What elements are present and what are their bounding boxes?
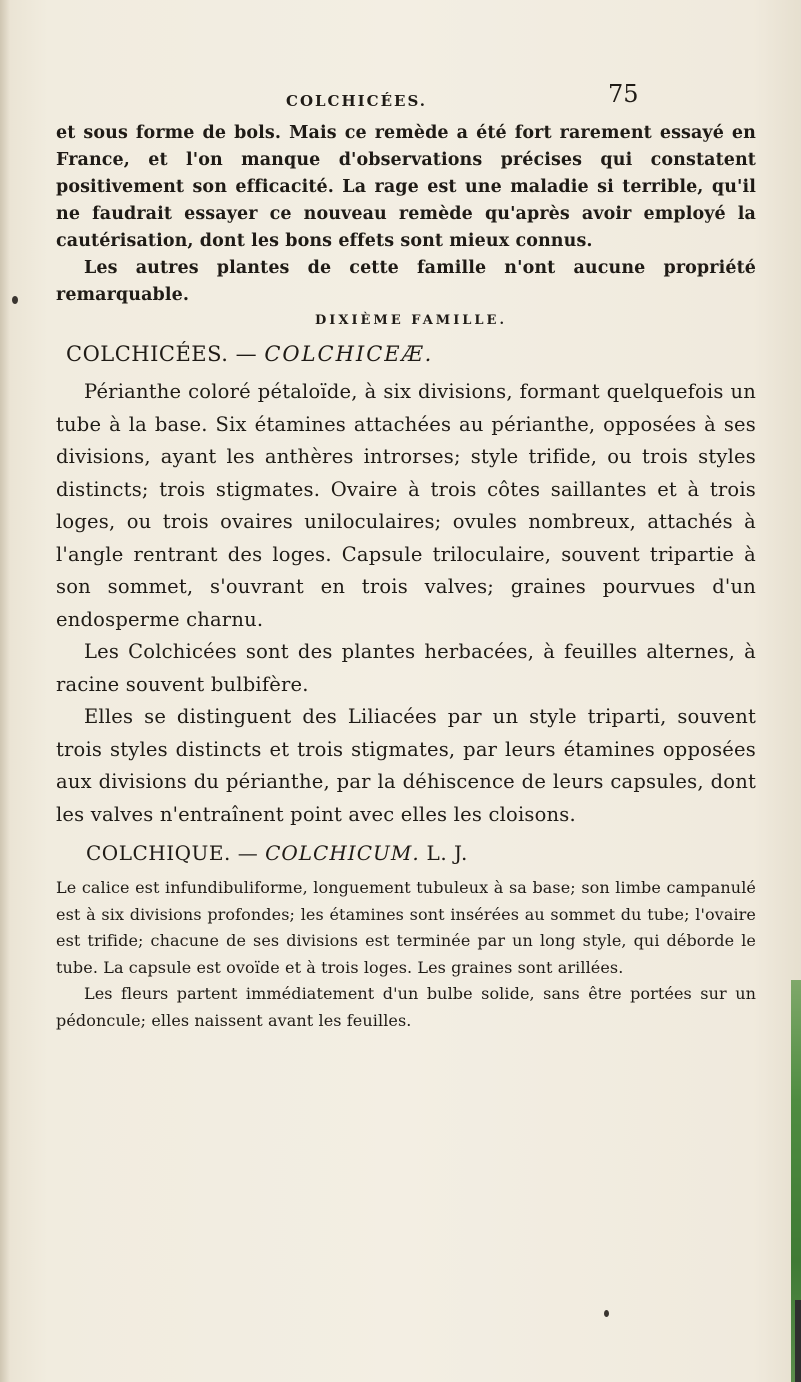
- page-number: 75: [608, 80, 639, 108]
- genus-title: [86, 841, 756, 865]
- intro-paragraph-1: et sous forme de bols. Mais ce remède a été fort rarement essayé en France, et l'on manque d'observations précises qui constatent positivement son efficacité. La rage est une maladie si terrible, qu'il ne faudrait essayer ce nouveau remède qu'après avoir employé la cautérisation, dont les bons effets sont mieux connus.: [56, 123, 756, 251]
- running-title: COLCHICÉES.: [286, 92, 428, 110]
- section-title-french: COLCHICÉES. —: [66, 342, 258, 366]
- section-paragraph-2: Les Colchicées sont des plantes herbacées, à feuilles alternes, à racine souvent bulbifère.: [56, 640, 756, 696]
- genus-paragraph-2: Les fleurs partent immédiatement d'un bulbe solide, sans être portées sur un pédoncule; elles naissent avant les feuilles.: [56, 984, 756, 1030]
- genus-paragraph-1: Le calice est infundibuliforme, longuement tubuleux à sa base; son limbe campanulé est à six divisions profondes; les étamines sont insérées au sommet du tube; l'ovaire est trifide; chacune de ses divisions est terminée par un long style, qui déborde le tube. La capsule est ovoïde et à trois loges. Les graines sont arillées.: [56, 878, 756, 977]
- section-paragraph-3: Elles se distinguent des Liliacées par un style triparti, souvent trois styles distincts et trois stigmates, par leurs étamines opposées aux divisions du périanthe, par la déhiscence de leurs capsules, dont les valves n'entraînent point avec elles les cloisons.: [56, 705, 756, 826]
- page-header: [56, 80, 756, 120]
- family-heading: DIXIÈME FAMILLE.: [315, 313, 507, 328]
- ink-spot: [604, 1310, 609, 1317]
- page-content: [56, 80, 756, 1034]
- genus-title-latin: COLCHICUM.: [265, 841, 420, 865]
- genus-author: L. J.: [426, 841, 468, 865]
- section-title: [66, 342, 756, 366]
- ink-spot: [12, 296, 18, 304]
- section-title-latin: COLCHICEÆ.: [264, 342, 434, 366]
- page-edge-dark: [795, 1300, 801, 1382]
- section-paragraph-1: Périanthe coloré pétaloïde, à six divisions, formant quelquefois un tube à la base. Six étamines attachées au périanthe, opposées à ses divisions, ayant les anthères introrses; style trifide, ou trois styles distincts; trois stigmates. Ovaire à trois côtes saillantes et à trois loges, ou trois ovaires uniloculaires; ovules nombreux, attachés à l'angle rentrant des loges. Capsule triloculaire, souvent tripartie à son sommet, s'ouvrant en trois valves; graines pourvues d'un endosperme charnu.: [56, 380, 756, 631]
- intro-paragraph-2: Les autres plantes de cette famille n'ont aucune propriété remarquable.: [56, 258, 756, 305]
- page-gutter-shadow: [0, 0, 10, 1382]
- genus-title-french: COLCHIQUE. —: [86, 841, 259, 865]
